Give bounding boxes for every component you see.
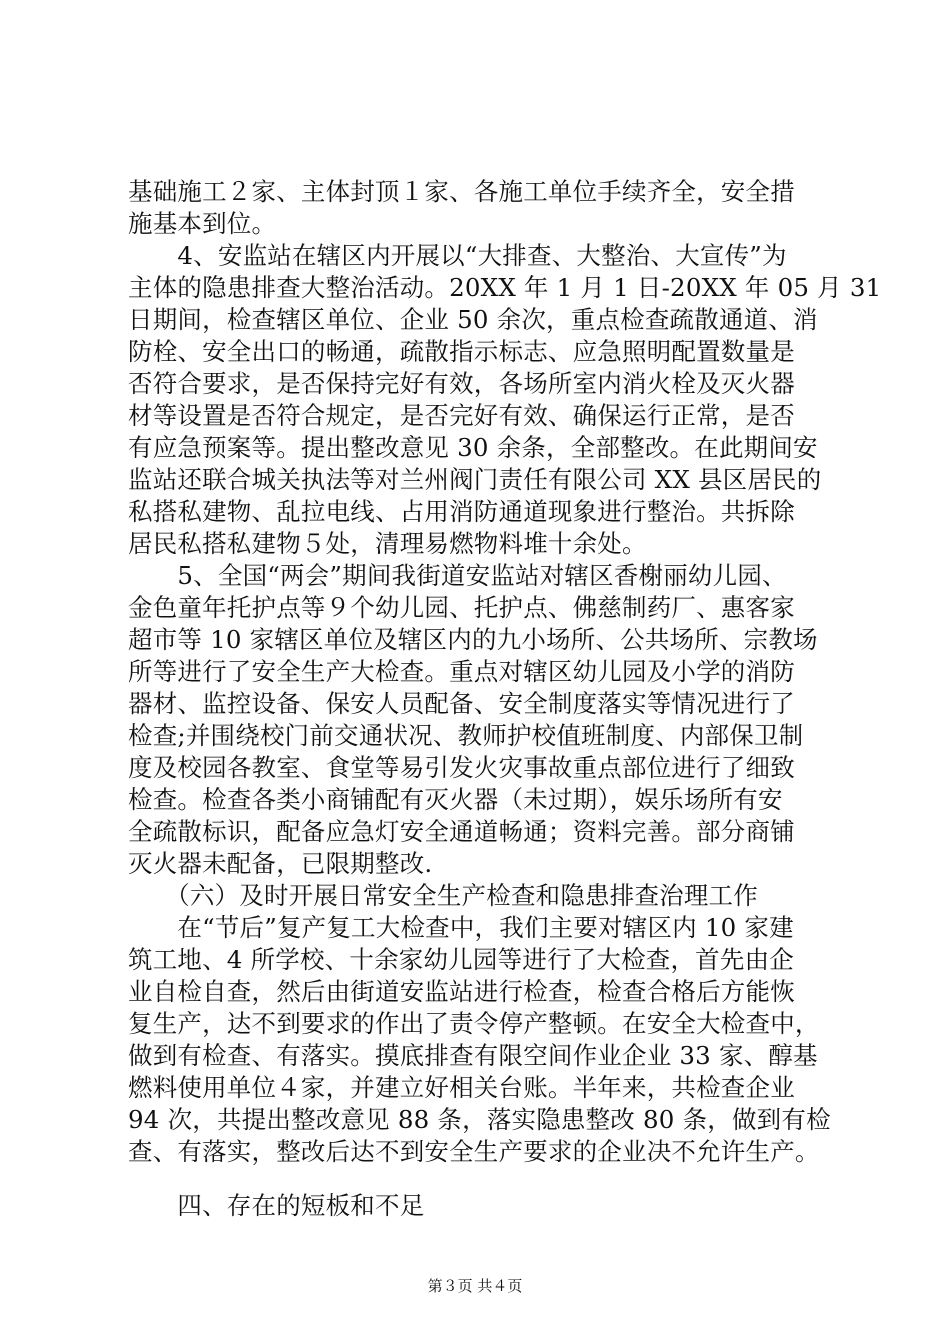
text-line: 4、安监站在辖区内开展以“大排查、大整治、大宣传”为 <box>128 241 787 270</box>
text-line: 检查。检查各类小商铺配有灭火器（未过期），娱乐场所有安 <box>128 785 783 814</box>
text-line: 私搭私建物、乱拉电线、占用消防通道现象进行整治。共拆除 <box>128 497 795 526</box>
text-line: 在“节后”复产复工大检查中，我们主要对辖区内 10 家建 <box>128 913 794 942</box>
text-line: 否符合要求，是否保持完好有效，各场所室内消火栓及灭火器 <box>128 369 795 398</box>
text-line: 监站还联合城关执法等对兰州阀门责任有限公司 XX 县区居民的 <box>128 465 822 494</box>
text-line: 有应急预案等。提出整改意见 30 余条，全部整改。在此期间安 <box>128 433 818 462</box>
text-line: 全疏散标识，配备应急灯安全通道畅通；资料完善。部分商铺 <box>128 817 795 846</box>
page-number-footer: 第３页 共４页 <box>427 1277 523 1295</box>
text-line: 器材、监控设备、保安人员配备、安全制度落实等情况进行了 <box>128 689 795 718</box>
text-line: 复生产，达不到要求的作出了责令停产整顿。在安全大检查中， <box>128 1009 820 1038</box>
text-line: 居民私搭私建物５处，清理易燃物料堆十余处。 <box>128 529 647 558</box>
text-line: 业自检自查，然后由街道安监站进行检查，检查合格后方能恢 <box>128 977 795 1006</box>
text-line: 基础施工２家、主体封顶１家、各施工单位手续齐全，安全措 <box>128 177 795 206</box>
text-line: 金色童年托护点等９个幼儿园、托护点、佛慈制药厂、惠客家 <box>128 593 795 622</box>
text-line: 检查;并围绕校门前交通状况、教师护校值班制度、内部保卫制 <box>128 721 804 750</box>
text-line: 日期间，检查辖区单位、企业 50 余次，重点检查疏散通道、消 <box>128 305 818 334</box>
section-heading: 四、存在的短板和不足 <box>128 1191 425 1220</box>
text-line: 所等进行了安全生产大检查。重点对辖区幼儿园及小学的消防 <box>128 657 795 686</box>
text-line: 施基本到位。 <box>128 209 277 238</box>
text-line: 做到有检查、有落实。摸底排查有限空间作业企业 33 家、醇基 <box>128 1041 818 1070</box>
text-line: 94 次，共提出整改意见 88 条，落实隐患整改 80 条，做到有检 <box>128 1105 831 1134</box>
text-line: 材等设置是否符合规定，是否完好有效、确保运行正常，是否 <box>128 401 795 430</box>
section-heading: （六）及时开展日常安全生产检查和隐患排查治理工作 <box>128 881 758 910</box>
text-line: 查、有落实，整改后达不到安全生产要求的企业决不允许生产。 <box>128 1137 820 1166</box>
text-line: 5、全国“两会”期间我街道安监站对辖区香榭丽幼儿园、 <box>128 561 787 590</box>
text-line: 灭火器未配备，已限期整改. <box>128 849 433 878</box>
text-line: 主体的隐患排查大整治活动。20XX 年 1 月 1 日-20XX 年 05 月 31 <box>128 273 882 302</box>
text-line: 防栓、安全出口的畅通，疏散指示标志、应急照明配置数量是 <box>128 337 795 366</box>
text-line: 度及校园各教室、食堂等易引发火灾事故重点部位进行了细致 <box>128 753 795 782</box>
text-line: 筑工地、4 所学校、十余家幼儿园等进行了大检查，首先由企 <box>128 945 794 974</box>
text-line: 燃料使用单位４家，并建立好相关台账。半年来，共检查企业 <box>128 1073 795 1102</box>
text-line: 超市等 10 家辖区单位及辖区内的九小场所、公共场所、宗教场 <box>128 625 818 654</box>
